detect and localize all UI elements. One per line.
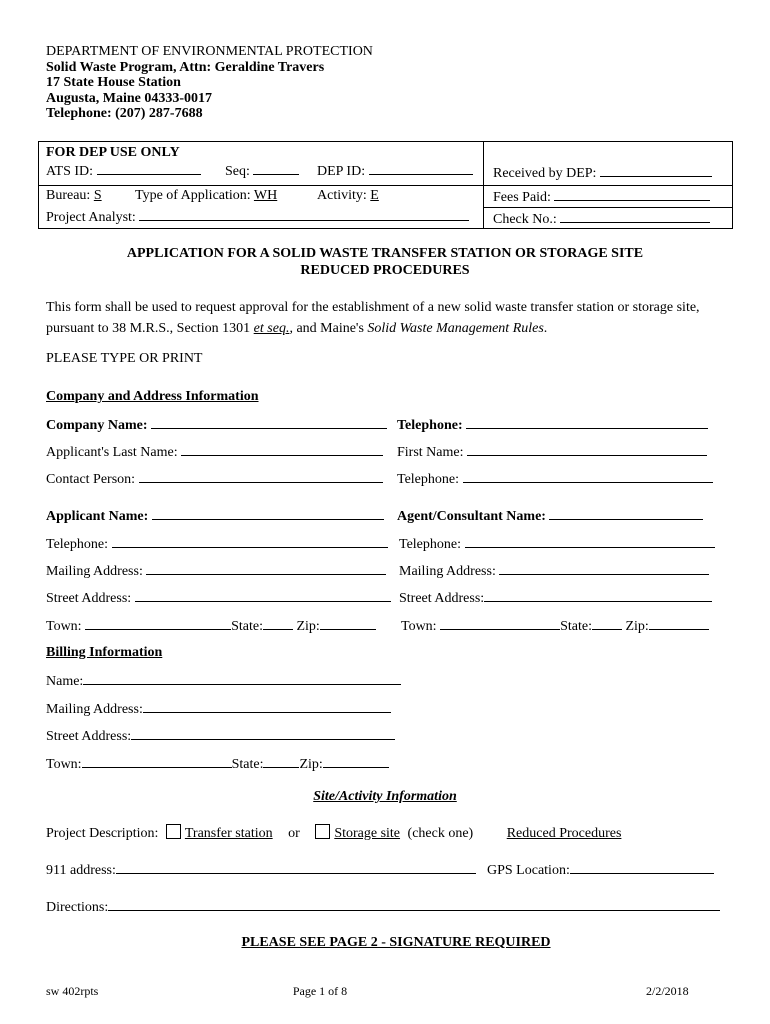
first-name-label: First Name:: [397, 445, 464, 460]
billing-town-label: Town:: [46, 757, 82, 772]
applicant-town-state-zip[interactable]: [46, 617, 376, 635]
activity-field: [317, 188, 379, 204]
agency-telephone: Telephone: (207) 287-7688: [46, 106, 203, 121]
applicant-street-address-field[interactable]: [46, 589, 391, 607]
activity-value: E: [370, 188, 379, 203]
billing-mailing-label: Mailing Address:: [46, 702, 143, 717]
dep-id-field[interactable]: [317, 162, 473, 180]
transfer-station-checkbox[interactable]: [166, 824, 181, 839]
form-title-line1: APPLICATION FOR A SOLID WASTE TRANSFER STATION OR STORAGE SITE: [126, 246, 644, 261]
form-code: sw 402rpts: [46, 984, 99, 998]
reduced-procedures-label: Reduced Procedures: [506, 826, 622, 841]
agent-mailing-label: Mailing Address:: [399, 564, 496, 579]
bureau-field: [46, 188, 102, 204]
agent-consultant-name-field[interactable]: [397, 507, 703, 525]
box-row-divider: [39, 185, 732, 186]
transfer-station-label: Transfer station: [184, 826, 273, 841]
form-title-line2: REDUCED PROCEDURES: [300, 263, 470, 278]
activity-label: Activity:: [317, 188, 367, 203]
application-type-field: [135, 188, 277, 204]
company-telephone-label: Telephone:: [397, 418, 463, 433]
applicant-name-label: Applicant Name:: [46, 509, 149, 524]
agent-town-state-zip[interactable]: [401, 617, 709, 635]
storage-site-checkbox[interactable]: [315, 824, 330, 839]
agent-street-address-field[interactable]: [399, 589, 712, 607]
bureau-label: Bureau:: [46, 188, 91, 203]
fees-paid-label: Fees Paid:: [493, 190, 551, 205]
billing-name-field[interactable]: [46, 672, 401, 690]
application-type-value: WH: [253, 188, 278, 203]
page-number: Page 1 of 8: [292, 984, 348, 998]
company-section-heading: Company and Address Information: [46, 389, 259, 404]
company-name-field[interactable]: [46, 416, 387, 434]
agent-telephone-field[interactable]: [399, 535, 715, 553]
application-type-label: Type of Application:: [135, 188, 251, 203]
print-note: PLEASE TYPE OR PRINT: [46, 351, 203, 366]
project-analyst-field[interactable]: [46, 208, 469, 226]
address-911-field[interactable]: [46, 861, 476, 879]
billing-street-address-field[interactable]: [46, 727, 395, 745]
agent-zip-label: Zip:: [625, 619, 649, 634]
city-address: Augusta, Maine 04333-0017: [46, 90, 213, 106]
check-no-label: Check No.:: [493, 212, 557, 227]
billing-mailing-address-field[interactable]: [46, 700, 391, 718]
contact-person-field[interactable]: [46, 470, 383, 488]
received-label: Received by DEP:: [493, 166, 597, 181]
seq-field[interactable]: [225, 162, 299, 180]
billing-street-label: Street Address:: [46, 729, 132, 744]
or-label: or: [288, 826, 300, 841]
contact-person-label: Contact Person:: [46, 472, 136, 487]
box-row-divider: [483, 207, 732, 208]
signature-required-notice: PLEASE SEE PAGE 2 - SIGNATURE REQUIRED: [241, 935, 551, 950]
company-name-label: Company Name:: [46, 418, 148, 433]
seq-label: Seq:: [225, 164, 250, 179]
contact-telephone-field[interactable]: [397, 470, 713, 488]
applicant-zip-label: Zip:: [296, 619, 320, 634]
gps-location-label: GPS Location:: [487, 863, 570, 878]
billing-name-label: Name:: [46, 674, 84, 689]
billing-town-state-zip[interactable]: [46, 755, 389, 773]
intro-et-seq: et seq.: [253, 321, 290, 336]
fees-paid-field[interactable]: [493, 188, 710, 206]
applicant-last-name-label: Applicant's Last Name:: [46, 445, 178, 460]
ats-id-label: ATS ID:: [46, 164, 94, 179]
bureau-value: S: [93, 188, 102, 203]
intro-paragraph: [46, 297, 736, 339]
project-description-row: [46, 824, 621, 842]
company-telephone-field[interactable]: [397, 416, 708, 434]
first-name-field[interactable]: [397, 443, 707, 461]
applicant-last-name-field[interactable]: [46, 443, 383, 461]
station-address: 17 State House Station: [46, 75, 181, 90]
intro-text-a: This form shall be used to request approval for the establishment of a new solid waste transfer station or storage site, pursuant to 38 M.R.S., Section 1301: [46, 300, 700, 336]
agent-mailing-address-field[interactable]: [399, 562, 709, 580]
received-by-dep-field[interactable]: [493, 164, 712, 182]
intro-text-c: .: [543, 321, 548, 336]
project-analyst-label: Project Analyst:: [46, 210, 136, 225]
dep-box-title: FOR DEP USE ONLY: [46, 145, 180, 160]
intro-text-b: , and Maine's: [289, 321, 368, 336]
billing-section-heading: Billing Information: [46, 645, 163, 660]
applicant-name-field[interactable]: [46, 507, 384, 525]
check-one-label: (check one): [407, 826, 474, 841]
check-no-field[interactable]: [493, 210, 710, 228]
address-911-label: 911 address:: [46, 863, 116, 878]
department-name: DEPARTMENT OF ENVIRONMENTAL PROTECTION: [46, 44, 373, 59]
applicant-telephone-field[interactable]: [46, 535, 388, 553]
applicant-town-label: Town:: [46, 619, 82, 634]
billing-state-label: State:: [231, 757, 264, 772]
project-description-label: Project Description:: [46, 826, 159, 841]
agent-town-label: Town:: [401, 619, 437, 634]
form-date: 2/2/2018: [646, 984, 689, 998]
ats-id-field[interactable]: [46, 162, 201, 180]
applicant-telephone-label: Telephone:: [46, 537, 108, 552]
agent-state-label: State:: [560, 619, 592, 634]
applicant-mailing-label: Mailing Address:: [46, 564, 143, 579]
contact-telephone-label: Telephone:: [397, 472, 459, 487]
intro-rules: Solid Waste Management Rules: [367, 321, 544, 336]
program-attn: Solid Waste Program, Attn: Geraldine Travers: [46, 59, 325, 75]
gps-location-field[interactable]: [487, 861, 714, 879]
site-section-heading: Site/Activity Information: [313, 789, 457, 804]
agent-telephone-label: Telephone:: [399, 537, 461, 552]
dep-id-label: DEP ID:: [317, 164, 366, 179]
directions-label: Directions:: [46, 900, 109, 915]
applicant-street-label: Street Address:: [46, 591, 132, 606]
agent-consultant-label: Agent/Consultant Name:: [397, 509, 546, 524]
dep-use-only-box: [38, 141, 733, 229]
storage-site-label: Storage site: [334, 826, 401, 841]
directions-field[interactable]: [46, 898, 720, 916]
agent-street-label: Street Address:: [399, 591, 485, 606]
applicant-mailing-address-field[interactable]: [46, 562, 386, 580]
billing-zip-label: Zip:: [299, 757, 323, 772]
agency-address-block: [46, 44, 373, 122]
applicant-state-label: State:: [231, 619, 263, 634]
